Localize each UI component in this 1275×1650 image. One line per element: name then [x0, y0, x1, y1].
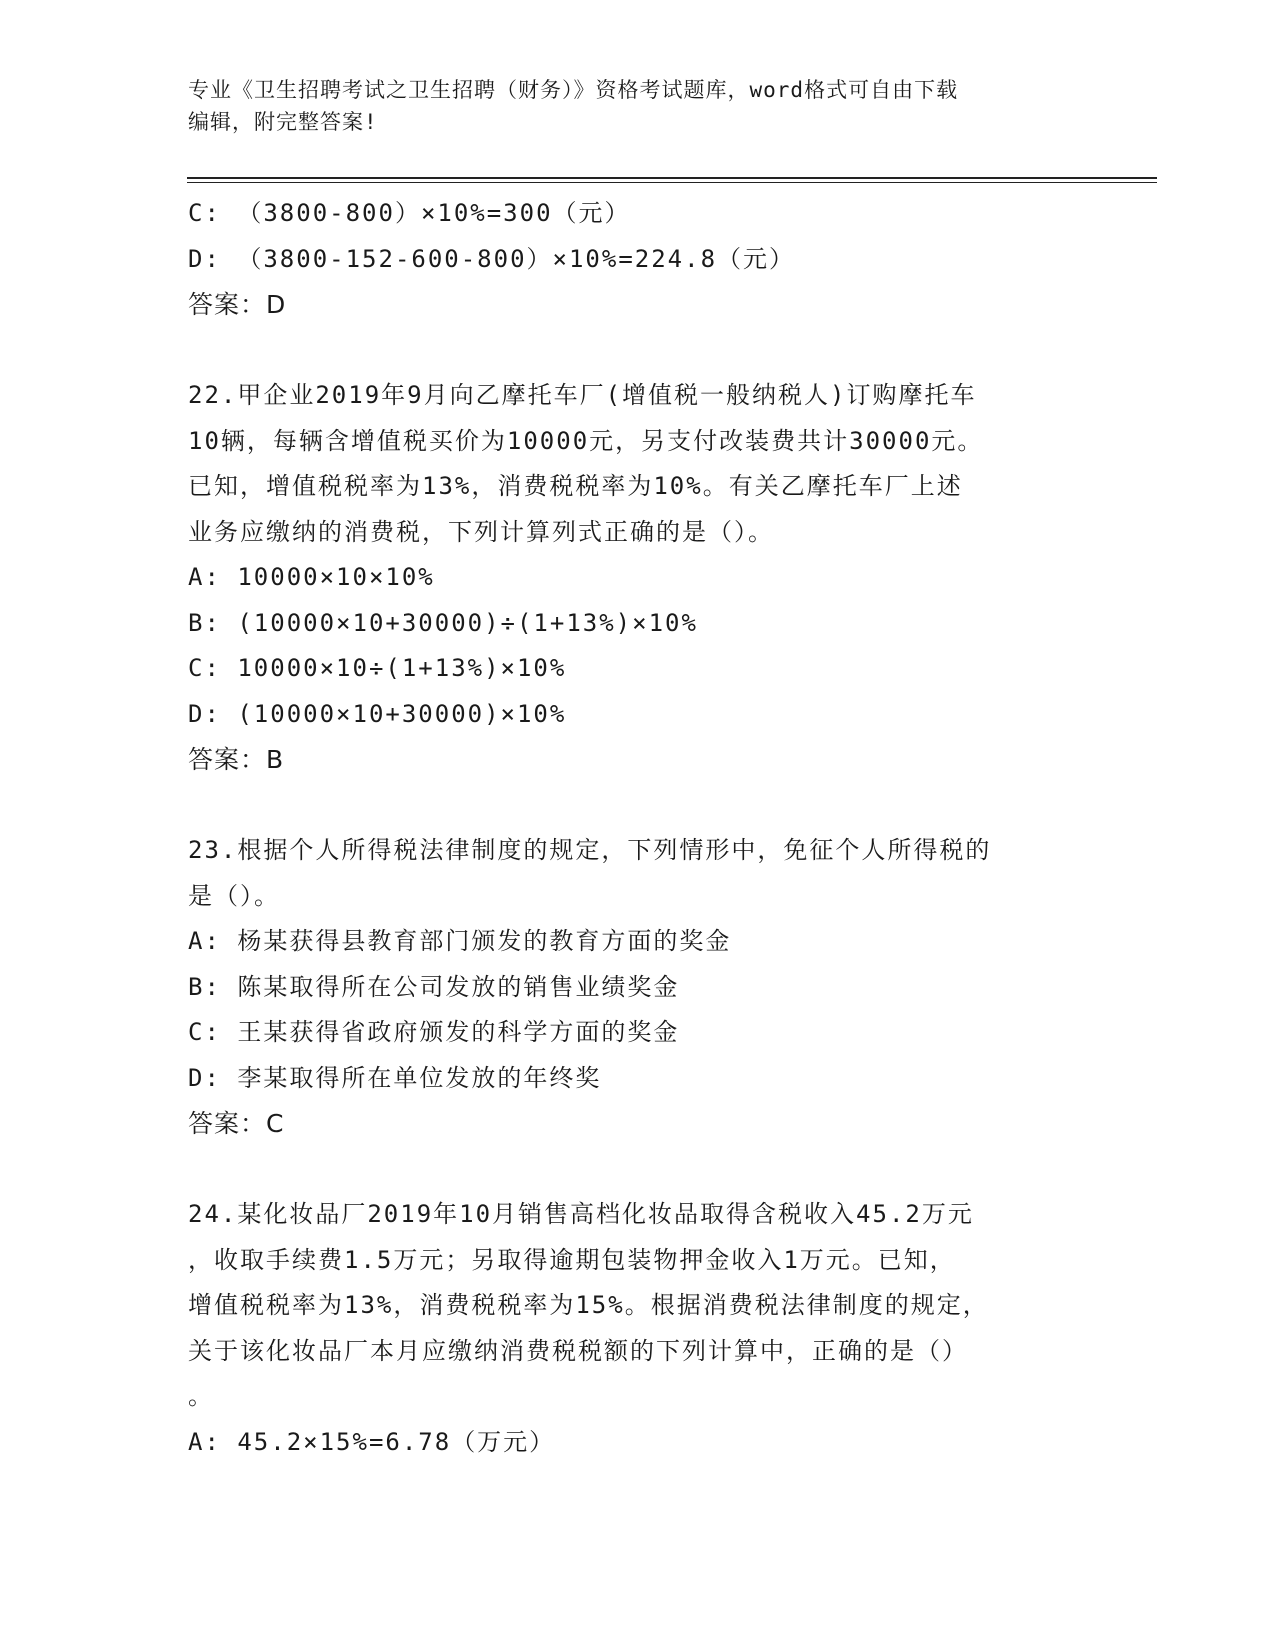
q23-answer: 答案：C	[188, 1109, 285, 1138]
q22-option-a: A: 10000×10×10%	[188, 563, 435, 591]
header-line-1: 专业《卫生招聘考试之卫生招聘（财务）》资格考试题库，word格式可自由下载	[188, 78, 959, 102]
q24-stem-line-1: 24.某化妆品厂2019年10月销售高档化妆品取得含税收入45.2万元	[188, 1200, 974, 1228]
prev-option-c: C: （3800-800）×10%=300（元）	[188, 199, 631, 227]
header-divider-thin	[187, 182, 1157, 183]
q22-option-d: D: (10000×10+30000)×10%	[188, 699, 567, 728]
q23-stem-line-2: 是（）。	[188, 881, 280, 910]
q24-stem-line-3: 增值税税率为13%，消费税税率为15%。根据消费税法律制度的规定，	[188, 1291, 989, 1319]
q22-answer: 答案：B	[188, 745, 285, 774]
q24-stem-line-5: 。	[188, 1382, 214, 1410]
q23-option-a: A: 杨某获得县教育部门颁发的教育方面的奖金	[188, 927, 732, 955]
q23-stem-line-1: 23.根据个人所得税法律制度的规定，下列情形中，免征个人所得税的	[188, 836, 992, 864]
q22-option-c: C: 10000×10÷(1+13%)×10%	[188, 654, 567, 682]
question-content	[188, 191, 1088, 1465]
q23-option-d: D: 李某取得所在单位发放的年终奖	[188, 1063, 602, 1092]
q22-stem-line-3: 已知，增值税税率为13%，消费税税率为10%。有关乙摩托车厂上述	[188, 472, 963, 500]
spacer	[188, 783, 1088, 829]
prev-answer: 答案：D	[188, 290, 287, 319]
prev-option-d: D: （3800-152-600-800）×10%=224.8（元）	[188, 244, 796, 273]
document-header	[188, 74, 1088, 138]
q24-stem-line-4: 关于该化妆品厂本月应缴纳消费税税额的下列计算中，正确的是（）	[188, 1336, 968, 1365]
header-line-2: 编辑，附完整答案!	[188, 110, 378, 134]
q22-stem-line-2: 10辆，每辆含增值税买价为10000元，另支付改装费共计30000元。	[188, 426, 984, 455]
q22-option-b: B: (10000×10+30000)÷(1+13%)×10%	[188, 608, 698, 637]
spacer	[188, 1147, 1088, 1193]
q22-stem-line-4: 业务应缴纳的消费税，下列计算列式正确的是（）。	[188, 517, 774, 546]
q24-stem-line-2: ，收取手续费1.5万元；另取得逾期包装物押金收入1万元。已知，	[188, 1245, 956, 1274]
q23-option-c: C: 王某获得省政府颁发的科学方面的奖金	[188, 1018, 680, 1046]
q22-stem-line-1: 22.甲企业2019年9月向乙摩托车厂(增值税一般纳税人)订购摩托车	[188, 381, 977, 409]
header-divider-thick	[187, 177, 1157, 179]
q24-option-a: A: 45.2×15%=6.78（万元）	[188, 1427, 556, 1456]
q23-option-b: B: 陈某取得所在公司发放的销售业绩奖金	[188, 972, 680, 1001]
spacer	[188, 328, 1088, 374]
